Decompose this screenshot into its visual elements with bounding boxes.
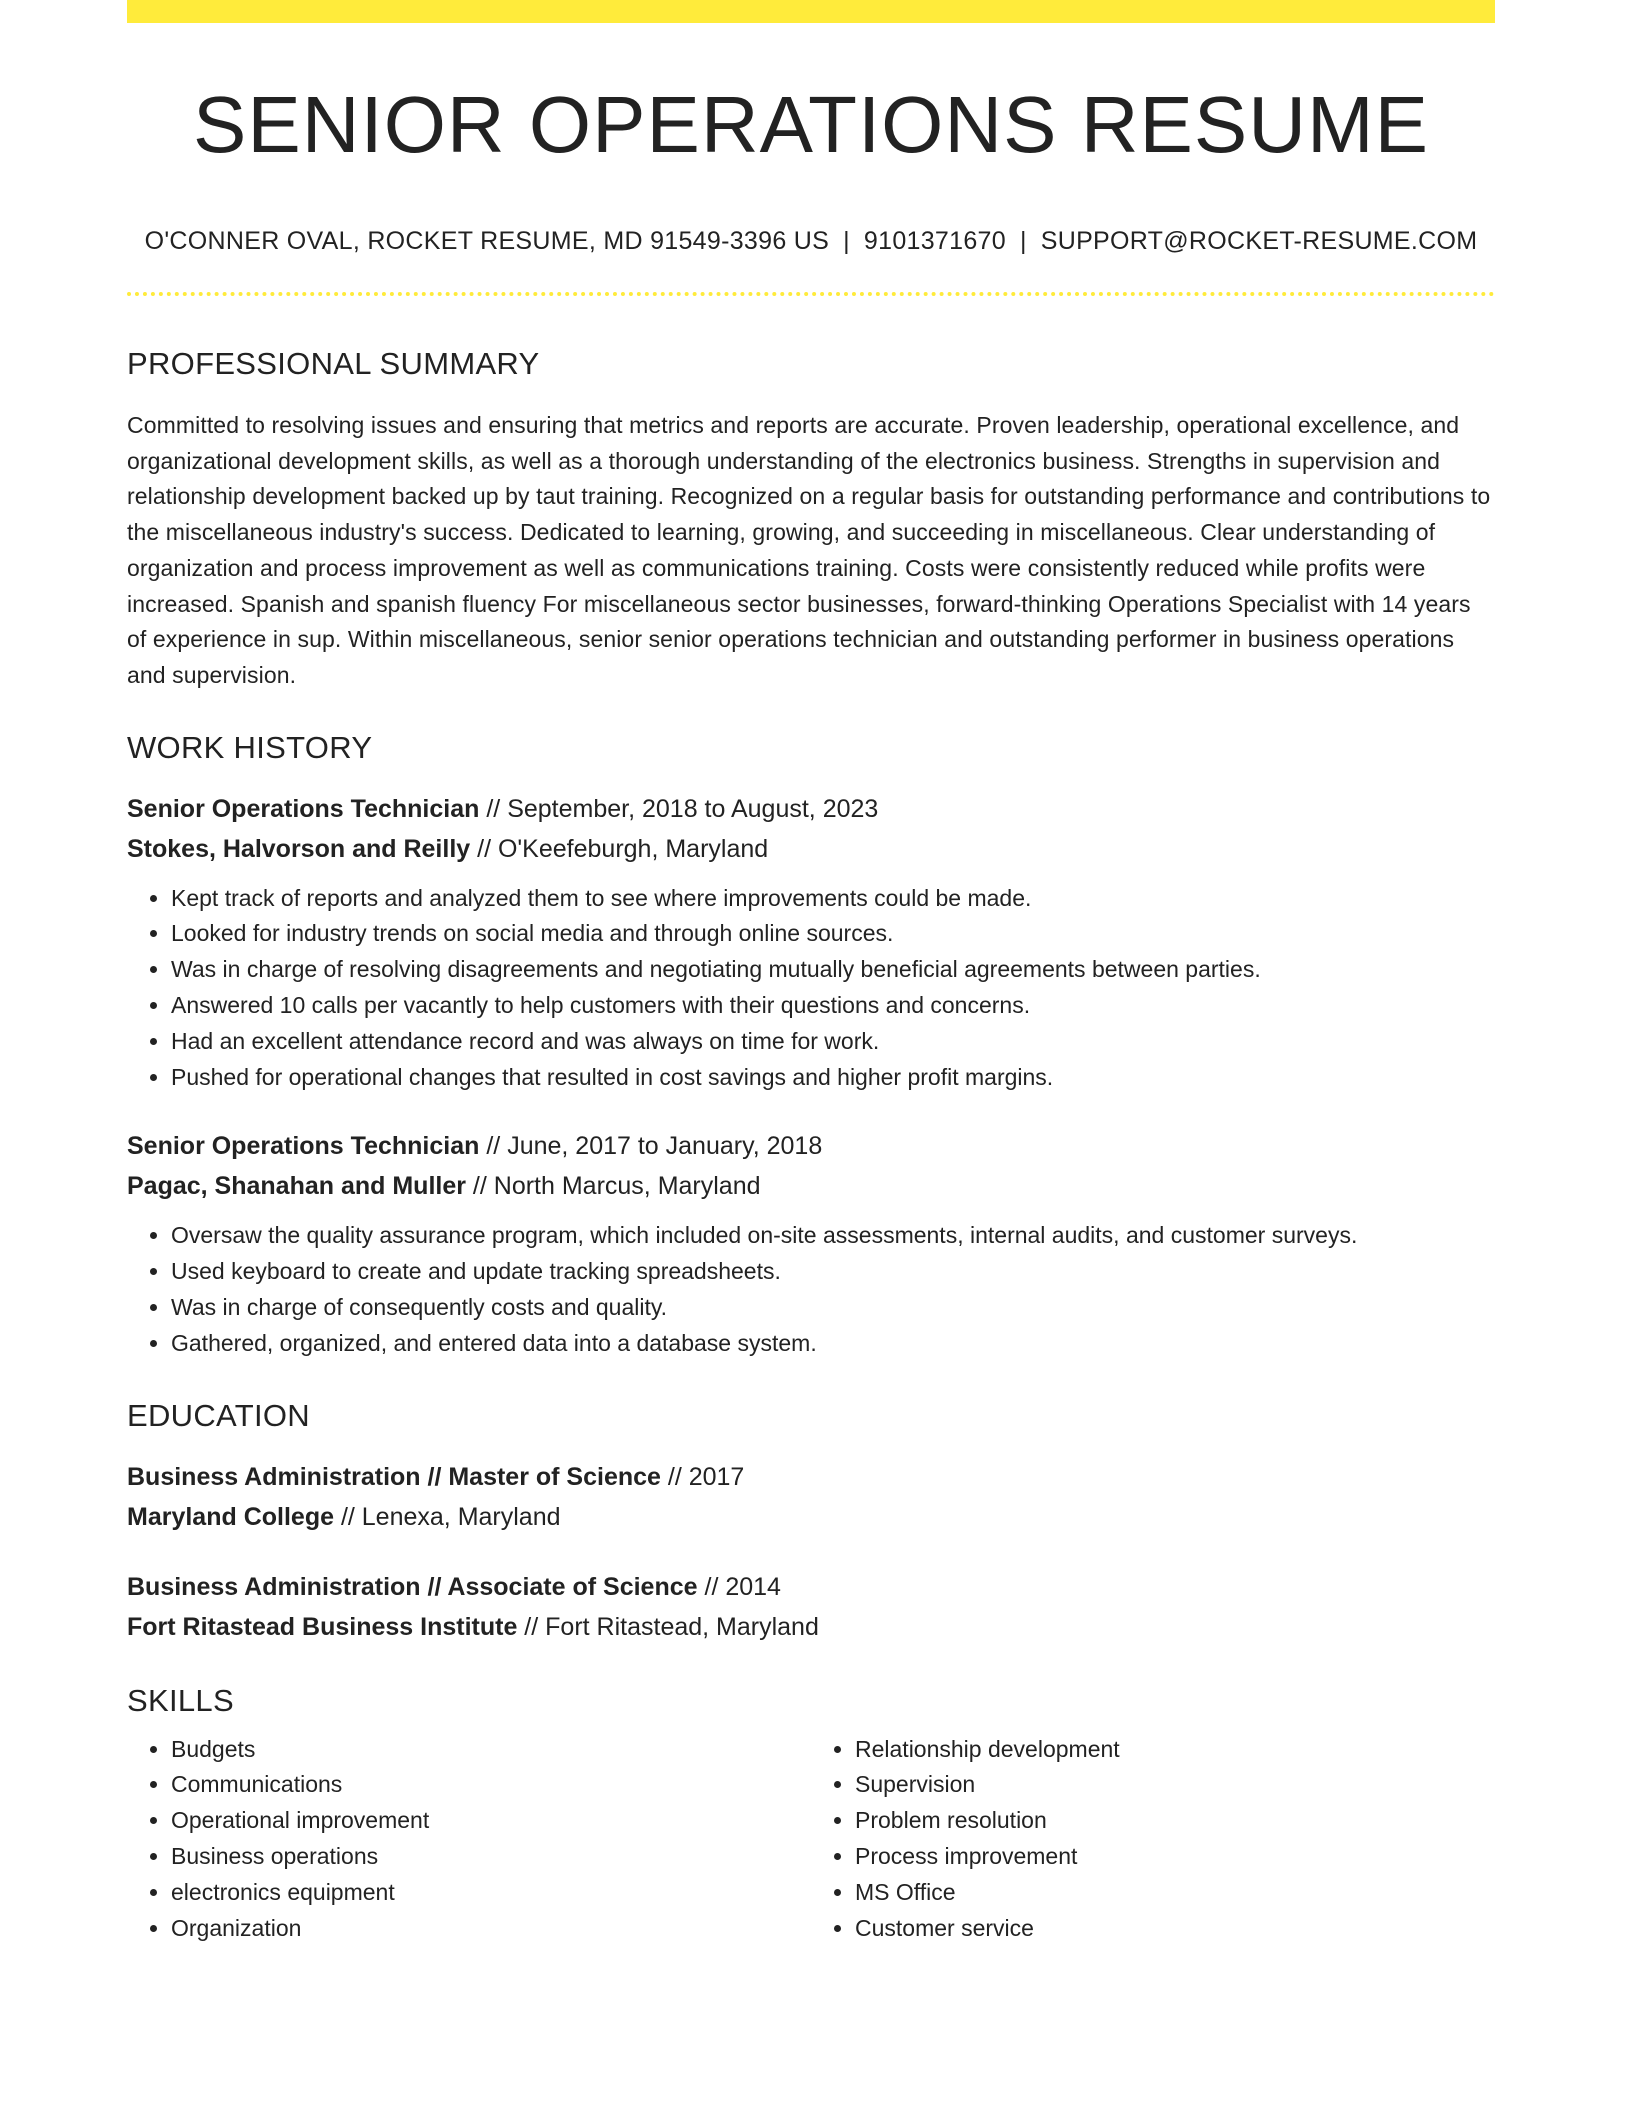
skill-item: • electronics equipment: [171, 1875, 811, 1911]
skill-item: • Communications: [171, 1767, 811, 1803]
job-dates: // June, 2017 to January, 2018: [479, 1132, 823, 1161]
skills-heading: SKILLS: [127, 1682, 234, 1718]
skills-list-right: [811, 1732, 1495, 1947]
degree-line: [127, 1567, 1495, 1607]
list-item: • Kept track of reports and analyzed them to see where improvements could be made.: [171, 881, 1495, 917]
skill-item: • Relationship development: [855, 1732, 1495, 1768]
degree-year: // 2014: [697, 1572, 781, 1601]
school-line: [127, 1497, 1495, 1537]
degree: Business Administration // Master of Science: [127, 1462, 661, 1491]
summary-text: Committed to resolving issues and ensuring that metrics and reports are accurate. Proven leadership, operational excellence, and organizational development skills, as well as a thorough understanding of the electronics business. Strengths in supervision and relationship development backed up by taut training. Recognized on a regular basis for outstanding performance and contributions to the miscellaneous industry's success. Dedicated to learning, growing, and succeeding in miscellaneous. Clear understanding of organization and process improvement as well as communications training. Costs were consistently reduced while profits were increased. Spanish and spanish fluency For miscellaneous sector businesses, forward-thinking Operations Specialist with 14 years of experience in sup. Within miscellaneous, senior senior operations technician and outstanding performer in business operations and supervision.: [127, 412, 1491, 688]
school: Maryland College: [127, 1502, 334, 1531]
skill-item: • Customer service: [855, 1911, 1495, 1947]
contact-line: [127, 229, 1495, 254]
list-item: • Answered 10 calls per vacantly to help customers with their questions and concerns.: [171, 988, 1495, 1024]
job-entry: [127, 789, 1495, 1096]
skill-item: • Organization: [171, 1911, 811, 1947]
job-title-line: [127, 1126, 1495, 1166]
degree-year: // 2017: [660, 1462, 745, 1491]
page-title: SENIOR OPERATIONS RESUME: [192, 80, 1430, 169]
list-item: • Had an excellent attendance record and was always on time for work.: [171, 1024, 1495, 1060]
school: Fort Ritastead Business Institute: [127, 1612, 518, 1641]
skill-item: • Process improvement: [855, 1839, 1495, 1875]
top-accent-bar: [127, 0, 1495, 23]
education-entry: [127, 1457, 1495, 1537]
list-item: • Was in charge of consequently costs and quality.: [171, 1290, 1495, 1326]
school-location: // Lenexa, Maryland: [334, 1502, 561, 1531]
summary-heading: PROFESSIONAL SUMMARY: [127, 346, 540, 381]
job-bullets: [127, 881, 1495, 1096]
dotted-divider: [127, 292, 1495, 296]
list-item: • Gathered, organized, and entered data into a database system.: [171, 1326, 1495, 1362]
skill-item: • MS Office: [855, 1875, 1495, 1911]
skill-item: • Budgets: [171, 1732, 811, 1768]
contact-phone: 9101371670: [863, 227, 1006, 255]
job-bullets: [127, 1218, 1495, 1361]
job-company-line: [127, 1166, 1495, 1206]
job-dates: // September, 2018 to August, 2023: [479, 794, 879, 823]
skills-list-left: [127, 1732, 811, 1947]
job-company: Pagac, Shanahan and Muller: [127, 1172, 466, 1201]
resume-page: [127, 0, 1495, 1946]
list-item: • Looked for industry trends on social media and through online sources.: [171, 916, 1495, 952]
education-heading: EDUCATION: [127, 1397, 310, 1433]
contact-email: SUPPORT@ROCKET-RESUME.COM: [1040, 227, 1478, 255]
list-item: • Pushed for operational changes that resulted in cost savings and higher profit margins.: [171, 1060, 1495, 1096]
skill-item: • Operational improvement: [171, 1803, 811, 1839]
list-item: • Used keyboard to create and update tracking spreadsheets.: [171, 1254, 1495, 1290]
job-entry: [127, 1126, 1495, 1361]
skill-item: • Business operations: [171, 1839, 811, 1875]
job-title: Senior Operations Technician: [127, 1132, 480, 1161]
school-line: [127, 1607, 1495, 1647]
list-item: • Oversaw the quality assurance program, which included on-site assessments, internal audits, and customer surveys.: [171, 1218, 1495, 1254]
skill-item: • Problem resolution: [855, 1803, 1495, 1839]
degree: Business Administration // Associate of Science: [127, 1572, 698, 1601]
job-title: Senior Operations Technician: [127, 794, 480, 823]
job-title-line: [127, 789, 1495, 829]
skill-item: • Supervision: [855, 1767, 1495, 1803]
contact-separator: |: [1019, 227, 1027, 255]
work-history-heading: WORK HISTORY: [127, 729, 373, 765]
contact-separator: |: [843, 227, 850, 255]
education-entry: [127, 1567, 1495, 1647]
list-item: • Was in charge of resolving disagreements and negotiating mutually beneficial agreements between parties.: [171, 952, 1495, 988]
job-company: Stokes, Halvorson and Reilly: [127, 834, 471, 863]
contact-address: O'CONNER OVAL, ROCKET RESUME, MD 91549-3396 US: [144, 227, 830, 255]
school-location: // Fort Ritastead, Maryland: [517, 1612, 819, 1641]
skills-columns: [127, 1732, 1495, 1947]
job-location: // North Marcus, Maryland: [465, 1172, 761, 1201]
job-company-line: [127, 829, 1495, 869]
degree-line: [127, 1457, 1495, 1497]
job-location: // O'Keefeburgh, Maryland: [470, 834, 769, 863]
